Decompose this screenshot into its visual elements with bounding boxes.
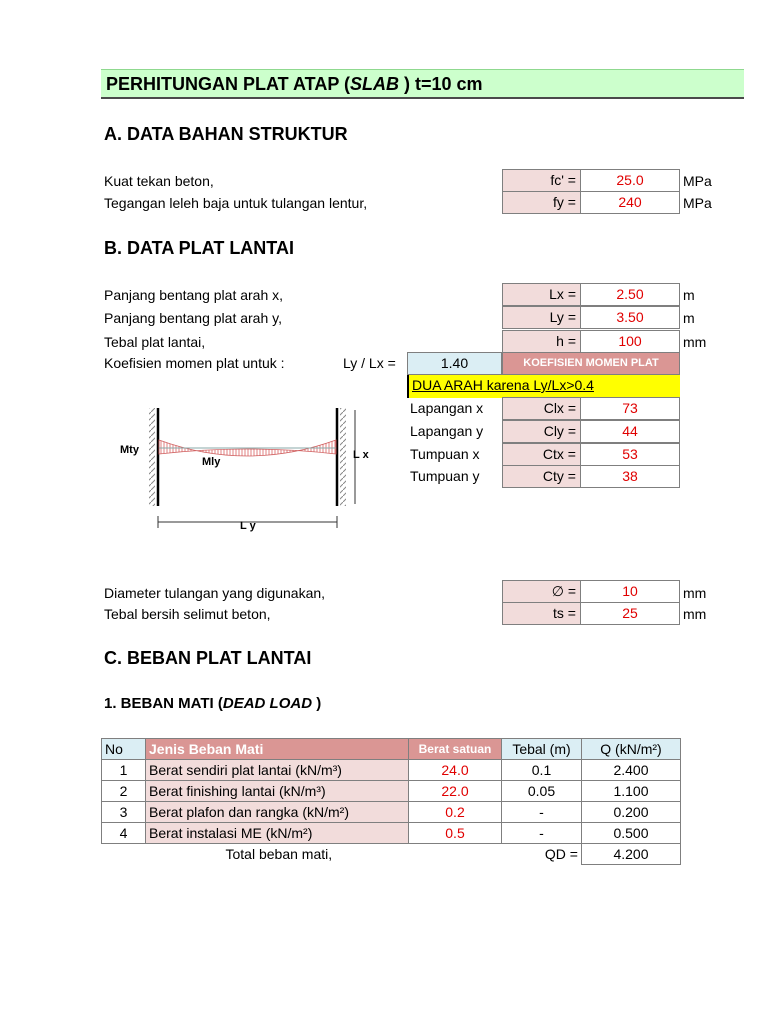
sym-h: h = [502, 330, 581, 353]
cell-berat[interactable]: 22.0 [409, 781, 502, 802]
total-sym: QD = [544, 846, 578, 863]
value-diameter[interactable]: 10 [580, 580, 680, 603]
table-row [102, 760, 681, 781]
cell-q: 0.500 [582, 823, 681, 844]
label-koefisien: Koefisien momen plat untuk : [104, 355, 285, 371]
cell-q: 2.400 [582, 760, 681, 781]
moment-diagram [115, 400, 385, 540]
value-ts[interactable]: 25 [580, 602, 680, 625]
sym-cly: Cly = [502, 420, 581, 443]
label-cly: Lapangan y [410, 423, 484, 439]
page-title: PERHITUNGAN PLAT ATAP (SLAB ) t=10 cm [106, 74, 483, 94]
cell-tebal: 0.05 [502, 781, 582, 802]
section-a-heading: A. DATA BAHAN STRUKTUR [104, 124, 348, 144]
label-clx: Lapangan x [410, 400, 484, 416]
label-diameter: Diameter tulangan yang digunakan, [104, 585, 326, 601]
unit-h: mm [683, 334, 707, 350]
dead-load-table [101, 738, 681, 865]
value-ctx[interactable]: 53 [580, 443, 680, 466]
value-lx[interactable]: 2.50 [580, 283, 680, 306]
title-bar [101, 69, 744, 99]
koef-header: KOEFISIEN MOMEN PLAT [502, 352, 680, 375]
label-ctx: Tumpuan x [410, 446, 480, 462]
sym-fc: fc' = [502, 169, 581, 192]
cell-jenis: Berat sendiri plat lantai (kN/m³) [146, 760, 409, 781]
cell-q: 0.200 [582, 802, 681, 823]
header-berat: Berat satuan [409, 739, 502, 760]
dua-arah-note: DUA ARAH karena Ly/Lx>0.4 [407, 375, 680, 398]
sym-fy: fy = [502, 191, 581, 214]
dead-load-heading: 1. BEBAN MATI (DEAD LOAD ) [104, 695, 322, 712]
unit-fy: MPa [683, 195, 712, 211]
unit-ts: mm [683, 606, 707, 622]
table-row [102, 802, 681, 823]
total-label: Total beban mati, [225, 846, 333, 863]
cell-jenis: Berat instalasi ME (kN/m²) [146, 823, 409, 844]
sym-cty: Cty = [502, 465, 581, 488]
right-support-hatch [340, 408, 346, 506]
table-row [102, 781, 681, 802]
total-row [102, 844, 681, 865]
label-selimut: Tebal bersih selimut beton, [104, 606, 271, 622]
cell-jenis: Berat plafon dan rangka (kN/m²) [146, 802, 409, 823]
mly-label: Mly [202, 456, 221, 468]
unit-diameter: mm [683, 585, 707, 601]
cell-berat[interactable]: 24.0 [409, 760, 502, 781]
value-cly[interactable]: 44 [580, 420, 680, 443]
sym-clx: Clx = [502, 397, 581, 420]
sym-ctx: Ctx = [502, 443, 581, 466]
section-b-heading: B. DATA PLAT LANTAI [104, 238, 294, 258]
cell-tebal: - [502, 823, 582, 844]
label-h: Tebal plat lantai, [104, 334, 206, 350]
mty-label: Mty [120, 444, 139, 456]
total-value: 4.200 [582, 844, 681, 865]
ly-label: L y [240, 520, 256, 532]
cell-no: 4 [102, 823, 146, 844]
value-fc[interactable]: 25.0 [580, 169, 680, 192]
label-ratio: Ly / Lx = [343, 355, 396, 371]
lx-label: L x [353, 449, 369, 461]
header-q: Q (kN/m²) [582, 739, 681, 760]
label-fy: Tegangan leleh baja untuk tulangan lentur, [104, 195, 368, 211]
cell-no: 2 [102, 781, 146, 802]
header-jenis: Jenis Beban Mati [146, 739, 409, 760]
header-tebal: Tebal (m) [502, 739, 582, 760]
unit-ly: m [683, 310, 695, 326]
cell-berat[interactable]: 0.5 [409, 823, 502, 844]
unit-lx: m [683, 287, 695, 303]
cell-no: 1 [102, 760, 146, 781]
cell-tebal: 0.1 [502, 760, 582, 781]
table-header-row [102, 739, 681, 760]
sym-ly: Ly = [502, 306, 581, 329]
value-clx[interactable]: 73 [580, 397, 680, 420]
label-fc: Kuat tekan beton, [104, 173, 214, 189]
cell-tebal: - [502, 802, 582, 823]
label-cty: Tumpuan y [410, 468, 480, 484]
unit-fc: MPa [683, 173, 712, 189]
table-row [102, 823, 681, 844]
cell-no: 3 [102, 802, 146, 823]
section-c-heading: C. BEBAN PLAT LANTAI [104, 648, 312, 668]
left-support-hatch [149, 408, 155, 506]
sym-diameter: ∅ = [502, 580, 581, 603]
cell-jenis: Berat finishing lantai (kN/m³) [146, 781, 409, 802]
label-lx: Panjang bentang plat arah x, [104, 287, 284, 303]
value-h[interactable]: 100 [580, 330, 680, 353]
value-ratio: 1.40 [407, 352, 502, 375]
sym-ts: ts = [502, 602, 581, 625]
sym-lx: Lx = [502, 283, 581, 306]
value-ly[interactable]: 3.50 [580, 306, 680, 329]
value-cty[interactable]: 38 [580, 465, 680, 488]
label-ly: Panjang bentang plat arah y, [104, 310, 282, 326]
header-no: No [102, 739, 146, 760]
cell-q: 1.100 [582, 781, 681, 802]
value-fy[interactable]: 240 [580, 191, 680, 214]
cell-berat[interactable]: 0.2 [409, 802, 502, 823]
